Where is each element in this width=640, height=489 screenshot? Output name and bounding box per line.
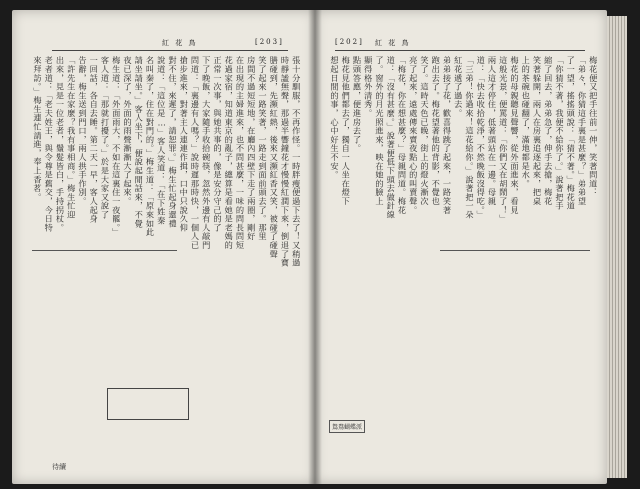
left-text-column: 老者道：「老夫姓王，與令尊是舊交，今日特 (44, 56, 55, 232)
right-section-divider (440, 250, 590, 251)
right-page-header: 紅 花 鳥 (375, 39, 411, 47)
left-page-footer: 待續 (52, 463, 66, 471)
right-corner-note: 鴛鴦蝴蝶派 (329, 420, 365, 433)
right-text-column: 點頭答應，便進房去了。 (352, 56, 363, 153)
right-text-column: 了。窗外的月光照進來，映在她的臉上 (375, 56, 385, 206)
right-text-column: 亮了起來，遠處傳來賣夜點心的叫賣聲。 (408, 56, 419, 215)
left-text-column: 對不住，來遲了，請恕罪。」梅生忙起身還禮 (168, 56, 178, 228)
right-text-column: 梅花見他們都去了，獨自一人坐在燈下 (341, 56, 352, 206)
left-page-number: [203] (255, 38, 284, 46)
book-spread (12, 10, 624, 484)
right-header-rule (335, 50, 585, 51)
right-page-number: [202] (335, 38, 364, 46)
left-page-header: 紅 花 鳥 (162, 39, 198, 47)
left-text-column: 在出現的主婦進來，也不問甚麼，一味的問長問短 (235, 56, 246, 250)
left-text-column: 搶步進來，對著主人連連作揖，口中只說久仰 (179, 56, 190, 232)
left-text-column: 下了晚飯，大家隨手收拾碗筷，忽然外邊有人敲門 (201, 56, 212, 250)
right-text-column: 道：「沒有甚麼。」說著便低下頭去做針線 (386, 56, 397, 220)
right-text-column: 笑了。這時天色已晚，街上的燈火漸次 (420, 56, 430, 206)
left-text-column: 花過家宿，知道東京的亂子，總算是看她是老媽的 (224, 56, 235, 250)
right-text-column: 梅花便又把手往前一伸，笑著問道： (588, 56, 599, 197)
right-text-column: 弟弟接了花，歡喜得跳了起來，一路笑著 (442, 56, 453, 215)
left-text-column: 「許先生在家麼？我有事相商。」梅生忙迎 (66, 56, 77, 220)
left-text-column: 張十分馴服，不再作怪。一時胖瘦便過下去了！又稍過 (291, 56, 302, 268)
left-text-column: 時靜謐無聲，那過半響鐘花才慢慢紅潤下來，倒退了寶 (280, 56, 291, 268)
left-text-column: 一回話，各自去睡。第二天一早，客人起身 (89, 56, 100, 224)
left-text-column: 客人道：「那就打擾了。」於是大家又說了 (100, 56, 111, 220)
left-text-column: 房間不過短短地，在廳內四壁下走了兩圈，剛好 (246, 56, 257, 241)
right-text-column: 紅花遞了過去。 (453, 56, 464, 118)
left-inset-box (107, 388, 189, 420)
left-text-column: 說道：「這位是…」客人笑道：「在下姓秦 (156, 56, 167, 225)
left-text-column: 正常一次事，與她共事的，像是安分守己的了 (213, 56, 223, 232)
left-header-rule (52, 50, 288, 51)
book-gutter (308, 10, 322, 484)
left-text-column: 夜已深了，外面的雨聲漸漸大了起來。 (123, 56, 133, 206)
right-text-column: 上的茶碗也碰翻了，滿地都是水。 (521, 56, 532, 188)
right-text-column: 跑出去了。梅花望著他的背影，不覺也 (431, 56, 442, 206)
left-text-column: 告辭，梅生送到門口，兩人拱手作別。 (78, 56, 88, 206)
left-text-column: 笑了起來一路笑著，一路走到面前頭去了。那里 (258, 56, 268, 241)
right-text-block (329, 56, 599, 466)
left-text-column: 出來，見是一位老者，鬚髮皆白，手持拐杖。 (55, 56, 66, 232)
right-text-column: 梅花的母親聽見聲響，從外面進來，看見 (510, 56, 520, 215)
left-text-column: 膳碰到，先瀕紅熱，後來又瀕紅香又笑，被碰了碰聲 (269, 56, 280, 259)
left-section-divider (32, 250, 177, 251)
right-text-column: 「梅花，你在想甚麼？」母親問道。梅花 (397, 56, 408, 215)
right-page (315, 10, 607, 484)
right-text-column: 笑著躲開，兩人在房裏追逐起來，把桌 (532, 56, 543, 206)
right-text-column: 想起日間的事，心中好生不安。 (330, 56, 340, 180)
right-text-column: 顯得格外清秀。 (363, 56, 374, 118)
page-edges (607, 16, 627, 478)
left-text-column: 問道：「裏邊有人嗎？」說時遲那時快，一個人已 (190, 56, 201, 250)
right-text-column: 了一望，搖搖頭說：「猜不著。」梅花道 (566, 56, 577, 211)
right-text-column: 縮了回去，弟弟急了，伸手去搶，梅花 (543, 56, 554, 206)
right-text-column: 「三弟！你過來！這花給你。」說著把一朵 (465, 56, 475, 220)
right-text-column: 兩人這才停住，低著頭站在一邊。母親 (487, 56, 498, 206)
left-text-column: 梅生道：「外面雨大，不如在這裏住一夜罷。」 (111, 56, 122, 237)
left-text-column: 來拜訪。」梅生連忙請進，奉上香茗。 (33, 56, 43, 202)
right-text-column: 「你猜不著，我便不給你了。」說著把手 (555, 56, 565, 211)
left-text-column: 名叫秦了，住在對門的。」梅生道：「原來如此 (145, 56, 156, 237)
left-page (12, 10, 315, 484)
right-text-column: 道：「快去收拾乾淨，不然晚飯沒得吃。」 (476, 56, 487, 220)
left-text-column: 請坐請坐。」客人坐下，便說起閒話來，不覺 (134, 56, 145, 228)
right-text-column: 這般光景，便罵道：「你們又在胡鬧了！」 (498, 56, 509, 224)
right-text-column: 「弟々，你猜這手裏是甚麼？」弟弟望 (577, 56, 588, 206)
